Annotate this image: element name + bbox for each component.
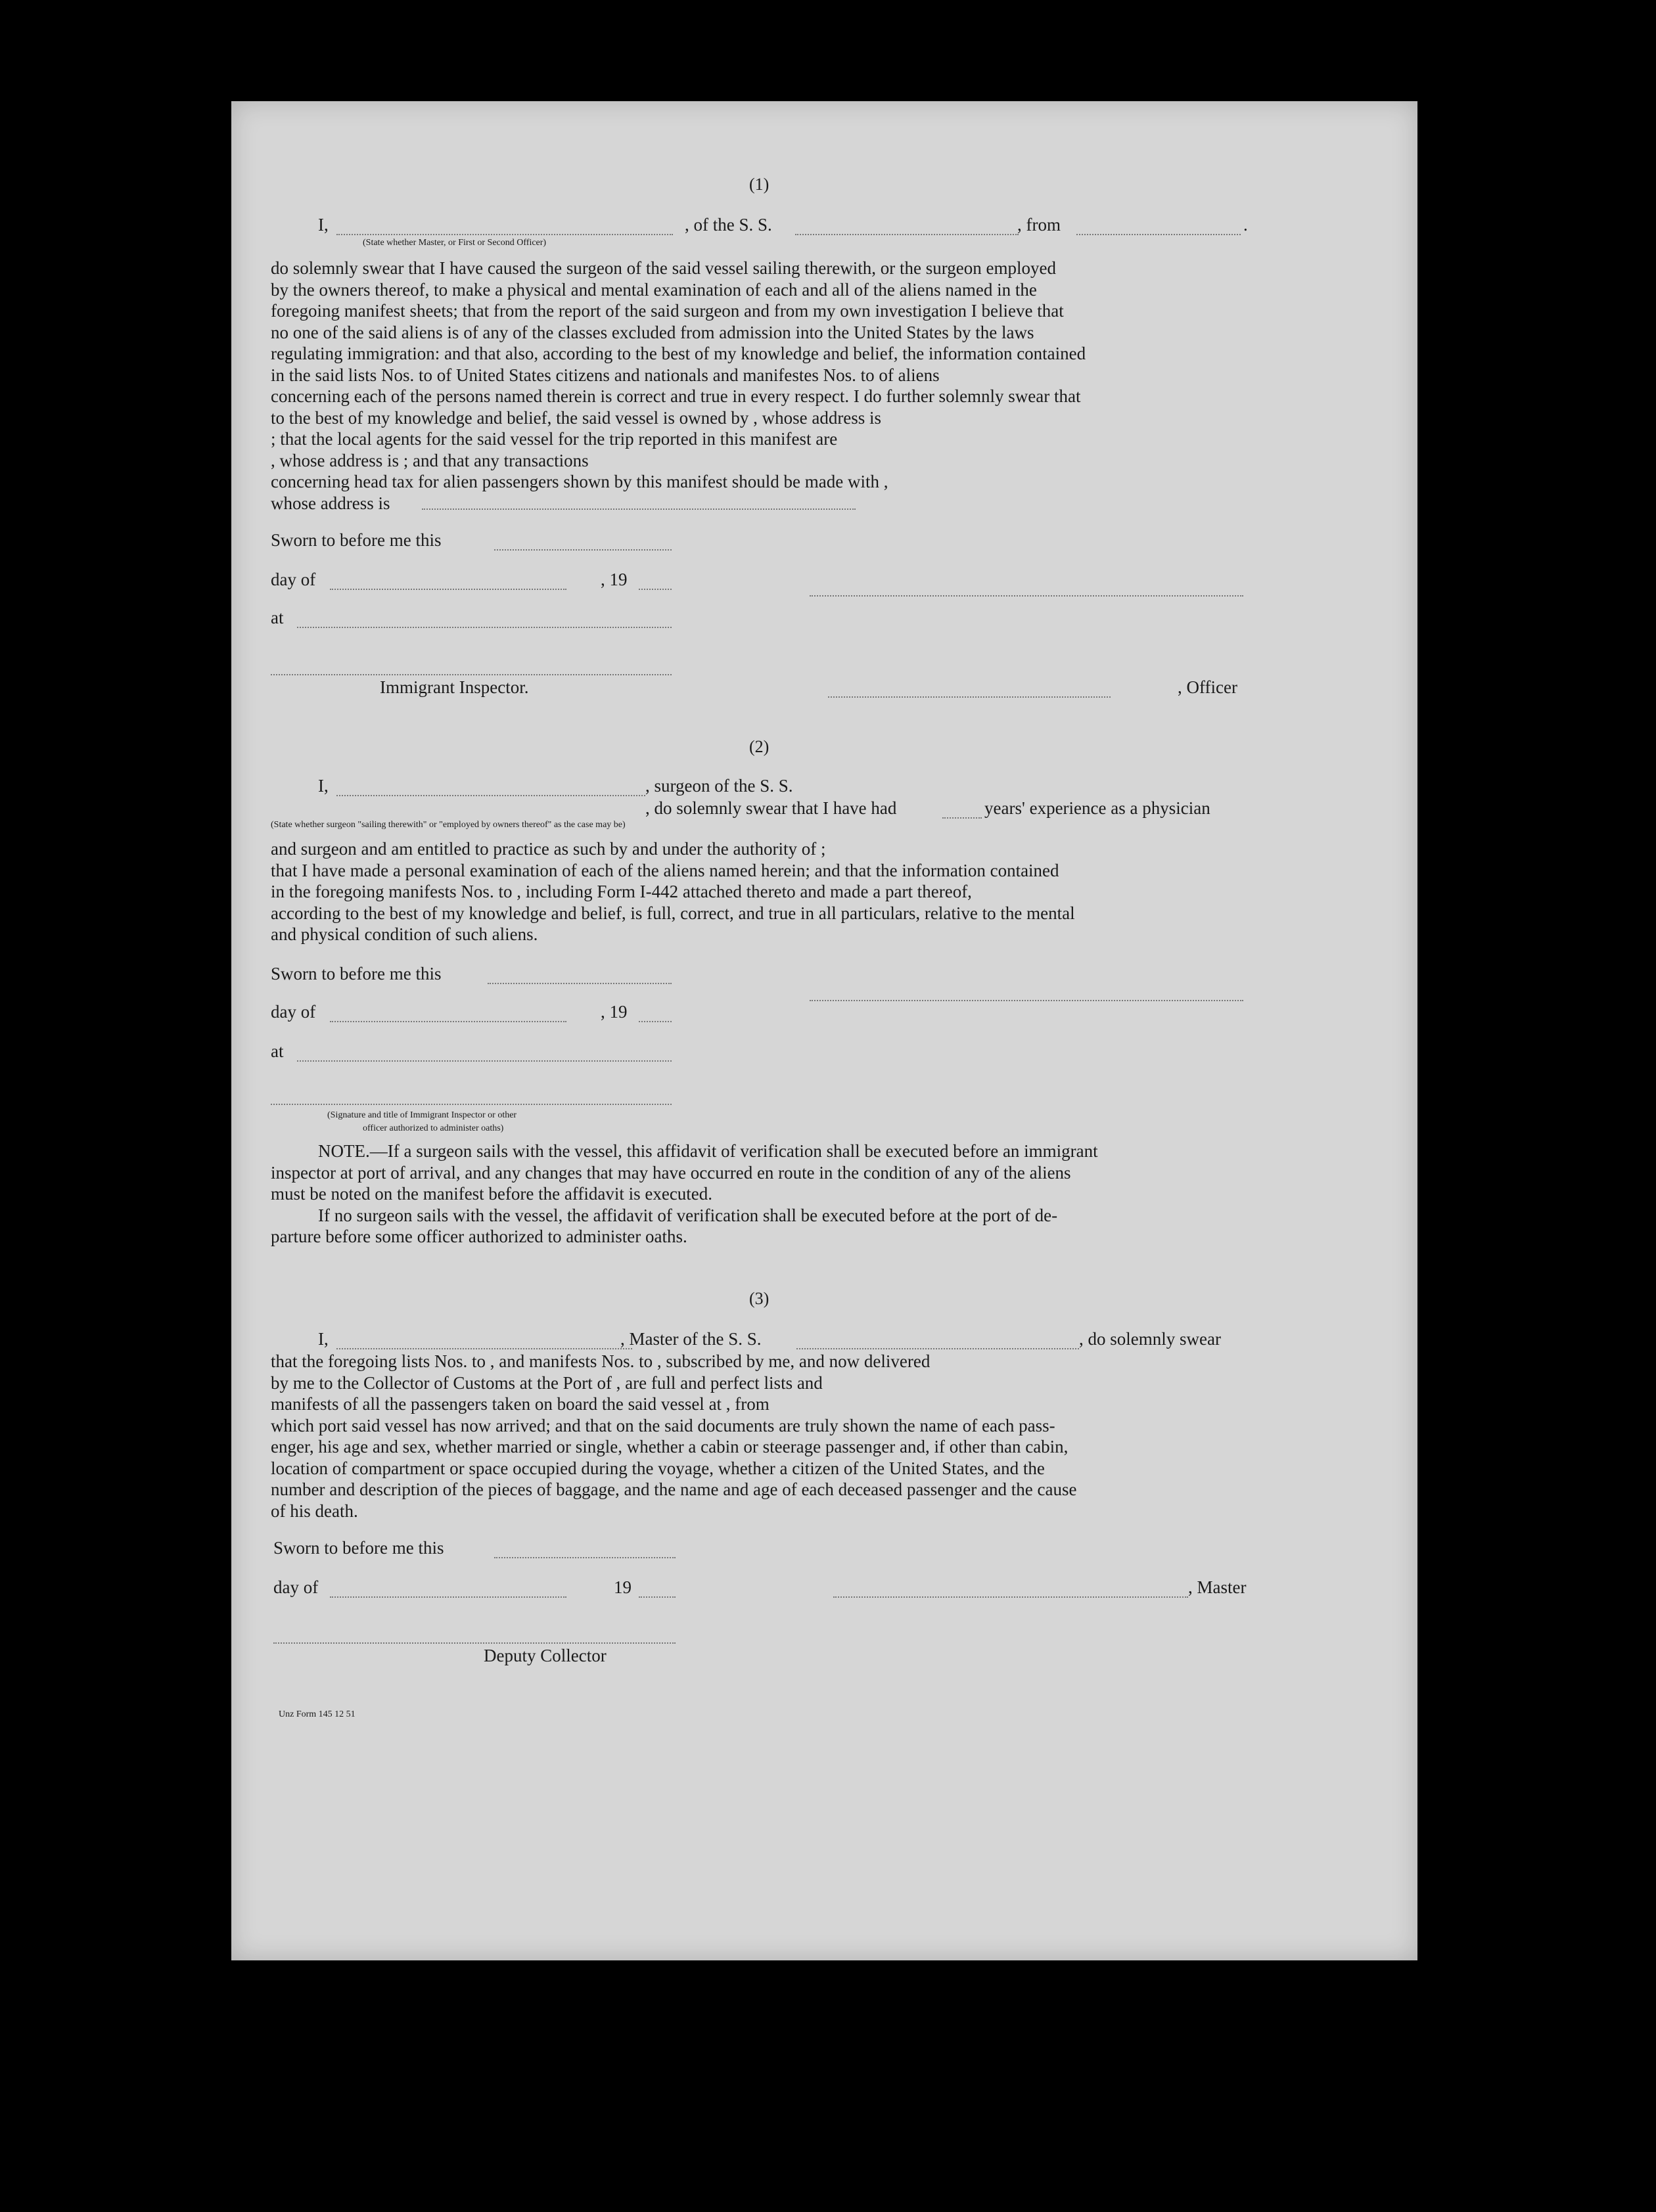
s1-line: ; that the local agents for the said vessel for the trip reported in this manifest are [271, 429, 838, 449]
s2-line: that I have made a personal examination of each of the aliens named herein; and that the information contained [271, 860, 1059, 880]
s1-day-of-label: day of [271, 570, 316, 589]
s2-sworn-blank [488, 983, 672, 984]
s3-line: manifests of all the passengers taken on board the said vessel at , from [271, 1394, 770, 1414]
s1-at-label: at [271, 608, 284, 627]
s1-master-blank [336, 234, 673, 235]
s3-year-label: 19 [614, 1577, 632, 1597]
s2-line: and physical condition of such aliens. [271, 924, 538, 944]
section-2-number: (2) [749, 737, 770, 756]
s1-i-label: I, [318, 215, 329, 235]
s2-years-blank [942, 817, 982, 819]
s1-line: no one of the said aliens is of any of the classes excluded from admission into the United States by the laws [271, 322, 1034, 342]
s2-note [271, 1140, 1253, 1248]
s1-inspector-signature-line [271, 674, 672, 675]
s3-line: which port said vessel has now arrived; and that on the said documents are truly shown the name of each pass- [271, 1415, 1055, 1435]
s3-line: enger, his age and sex, whether married or single, whether a cabin or steerage passenger and, if other than cabin, [271, 1437, 1069, 1456]
s2-surgeon-signature-line [810, 1000, 1243, 1001]
s3-day-of-label: day of [273, 1577, 319, 1597]
s1-from-label: , from [1017, 215, 1061, 235]
s1-inspector-label: Immigrant Inspector. [380, 677, 529, 697]
s3-master-signature-blank [833, 1596, 1188, 1598]
s2-surgeon-hint: (State whether surgeon "sailing therewith" or "employed by owners thereof" as the case may be) [271, 820, 626, 830]
s1-sworn-blank [494, 549, 672, 551]
s3-master-label: , Master [1188, 1577, 1247, 1597]
s2-signature-hint: (Signature and title of Immigrant Inspector or other [327, 1110, 517, 1120]
s1-year-blank [639, 589, 672, 590]
s1-day-blank [330, 589, 566, 590]
section-1-number: (1) [749, 175, 770, 194]
note-line: must be noted on the manifest before the affidavit is executed. [271, 1184, 713, 1204]
s1-line: foregoing manifest sheets; that from the report of the said surgeon and from my own investigation I believe that [271, 301, 1064, 321]
s3-line: by me to the Collector of Customs at the Port of , are full and perfect lists and [271, 1372, 823, 1393]
s2-line: and surgeon and am entitled to practice as such by and under the authority of ; [271, 839, 826, 859]
s1-officer-signature-line [810, 595, 1243, 597]
s2-swear-label: , do solemnly swear that I have had [645, 798, 897, 818]
s3-sworn-blank [494, 1557, 676, 1558]
s1-at-blank [297, 627, 672, 628]
s2-year-blank [639, 1021, 672, 1022]
manifest-affidavit-page [231, 101, 1417, 1960]
s2-inspector-signature-line [271, 1104, 672, 1105]
s2-experience-label: years' experience as a physician [984, 798, 1210, 818]
section-3-number: (3) [749, 1289, 770, 1308]
note-line: NOTE.—If a surgeon sails with the vessel, this affidavit of verification shall be executed before an immigrant [318, 1141, 1098, 1161]
s1-line: do solemnly swear that I have caused the surgeon of the said vessel sailing therewith, or the surgeon employed [271, 258, 1056, 278]
s2-day-blank [330, 1021, 566, 1022]
s1-line: by the owners thereof, to make a physical and mental examination of each and all of the aliens named in the [271, 279, 1037, 300]
s3-line: that the foregoing lists Nos. to , and manifests Nos. to , subscribed by me, and now delivered [271, 1351, 931, 1371]
s1-line: whose address is [271, 493, 390, 513]
s2-line: according to the best of my knowledge and belief, is full, correct, and true in all particulars, relative to the mental [271, 903, 1075, 923]
s3-line: location of compartment or space occupied during the voyage, whether a citizen of the United States, and the [271, 1458, 1045, 1478]
s1-line: to the best of my knowledge and belief, the said vessel is owned by , whose address is [271, 407, 882, 428]
s1-of-ss-label: , of the S. S. [685, 215, 772, 235]
s2-year-label: , 19 [601, 1002, 628, 1022]
s3-oath-text [271, 1351, 1253, 1522]
s2-surgeon-name-blank [336, 795, 645, 796]
s2-oath-text [271, 838, 1253, 945]
s2-surgeon-of-label: , surgeon of the S. S. [645, 776, 793, 796]
s3-day-blank [330, 1596, 566, 1598]
note-line: inspector at port of arrival, and any changes that may have occurred en route in the condition of any of the aliens [271, 1162, 1071, 1183]
s3-master-name-blank [336, 1348, 632, 1349]
s3-i-label: I, [318, 1329, 329, 1349]
s1-officer-label: , Officer [1178, 677, 1237, 697]
s2-line: in the foregoing manifests Nos. to , including Form I-442 attached thereto and made a part thereof, [271, 882, 972, 901]
s1-ship-blank [795, 234, 1019, 235]
s1-whose-address-blank [422, 508, 856, 510]
s3-year-blank [639, 1596, 676, 1598]
s3-sworn-label: Sworn to before me this [273, 1538, 444, 1558]
s1-line-end: . [1243, 215, 1248, 235]
form-identifier: Unz Form 145 12 51 [279, 1709, 356, 1719]
s1-from-blank [1076, 234, 1241, 235]
s1-line: in the said lists Nos. to of United States citizens and nationals and manifestes Nos. to of aliens [271, 365, 940, 385]
s1-year-label: , 19 [601, 570, 628, 589]
s1-line: regulating immigration: and that also, according to the best of my knowledge and belief, the information contained [271, 344, 1086, 363]
s2-day-of-label: day of [271, 1002, 316, 1022]
s2-signature-hint: officer authorized to administer oaths) [363, 1123, 504, 1133]
s3-swear-label: , do solemnly swear [1079, 1329, 1221, 1349]
s1-line: , whose address is ; and that any transactions [271, 450, 589, 470]
s3-master-of-ss-label: , Master of the S. S. [620, 1329, 762, 1349]
s1-officer-blank [828, 696, 1111, 698]
s1-master-hint: (State whether Master, or First or Second Officer) [363, 238, 547, 248]
s2-at-blank [297, 1060, 672, 1062]
s3-ship-blank [796, 1348, 1079, 1349]
s1-line: concerning each of the persons named therein is correct and true in every respect. I do further solemnly swear that [271, 386, 1081, 406]
s2-sworn-label: Sworn to before me this [271, 964, 442, 983]
s2-i-label: I, [318, 776, 329, 796]
s1-sworn-label: Sworn to before me this [271, 530, 442, 550]
s3-deputy-signature-line [273, 1642, 676, 1644]
s2-at-label: at [271, 1041, 284, 1061]
s3-line: number and description of the pieces of baggage, and the name and age of each deceased passenger and the cause [271, 1479, 1077, 1499]
s1-oath-text [271, 258, 1253, 514]
s1-line: concerning head tax for alien passengers shown by this manifest should be made with , [271, 472, 888, 491]
s3-deputy-label: Deputy Collector [484, 1646, 607, 1665]
note-line: parture before some officer authorized to administer oaths. [271, 1227, 687, 1246]
s3-line: of his death. [271, 1501, 358, 1521]
note-line: If no surgeon sails with the vessel, the affidavit of verification shall be executed before at the port of de- [318, 1205, 1058, 1225]
